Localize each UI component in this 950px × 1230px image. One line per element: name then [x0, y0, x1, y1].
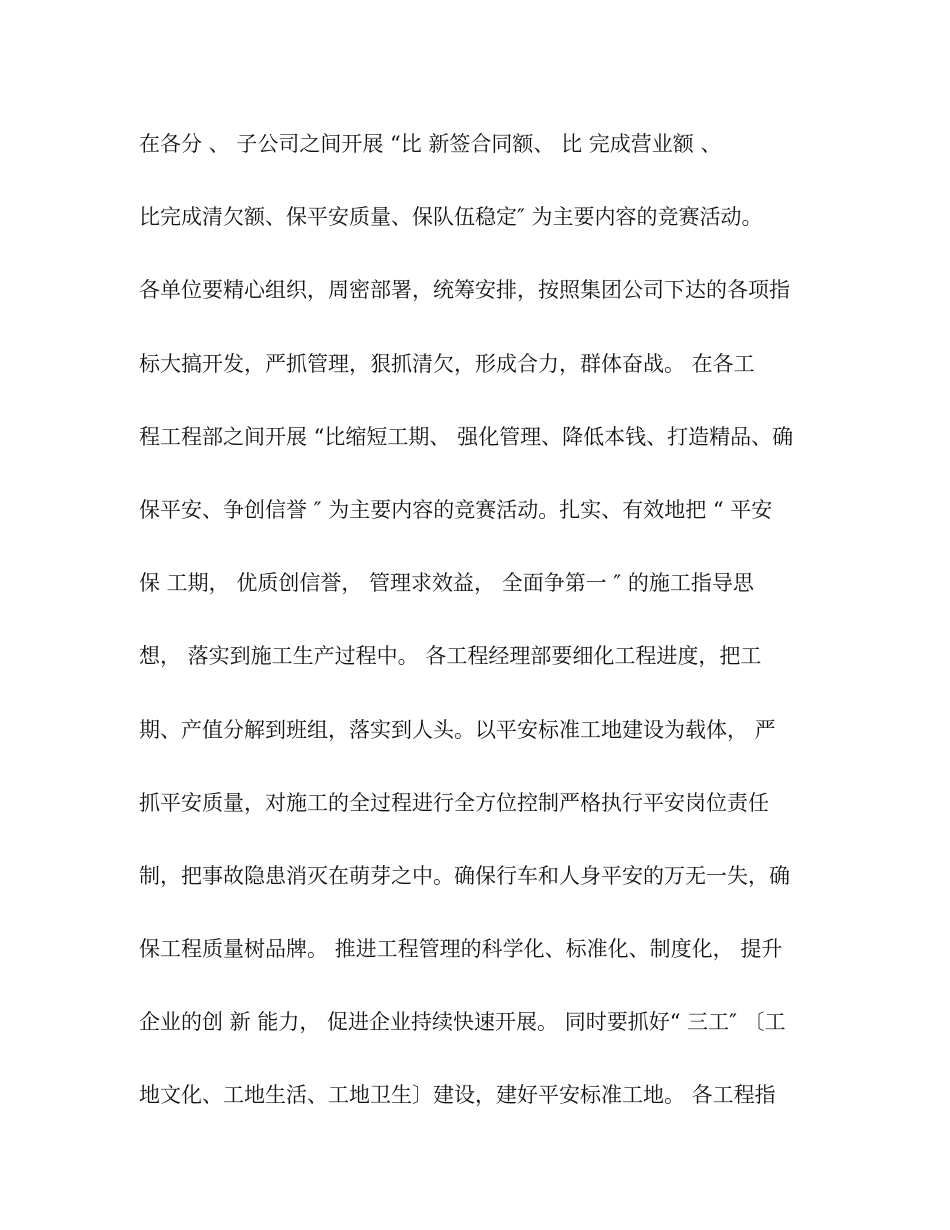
text-line-7: 保 工期， 优质创信誉， 管理求效益， 全面争第一 ″ 的施工指导思: [139, 571, 754, 596]
text-line-10: 抓平安质量，对施工的全过程进行全方位控制严格执行平安岗位责任: [139, 790, 769, 815]
text-line-11: 制，把事故隐患消灭在萌芽之中。确保行车和人身平安的万无一失，确: [139, 863, 790, 888]
text-line-3: 各单位要精心组织，周密部署，统筹安排，按照集团公司下达的各项指: [139, 278, 790, 303]
text-line-6: 保平安、争创信誉 ″ 为主要内容的竞赛活动。扎实、有效地把 “ 平安: [139, 497, 773, 522]
text-line-12: 保工程质量树品牌。 推进工程管理的科学化、标准化、制度化， 提升: [139, 937, 783, 962]
text-line-14: 地文化、工地生活、工地卫生〕建设，建好平安标准工地。 各工程指: [139, 1083, 776, 1108]
text-line-1: 在各分 、 子公司之间开展 “比 新签合同额、 比 完成营业额 、: [139, 132, 722, 156]
body-text: [139, 122, 829, 1147]
text-line-2: 比完成清欠额、保平安质量、保队伍稳定″ 为主要内容的竞赛活动。: [139, 205, 763, 230]
text-line-8: 想， 落实到施工生产过程中。 各工程经理部要细化工程进度，把工: [139, 644, 762, 669]
text-line-5: 程工程部之间开展 “比缩短工期、 强化管理、降低本钱、打造精品、确: [139, 424, 794, 449]
text-line-9: 期、产值分解到班组，落实到人头。以平安标准工地建设为载体， 严: [139, 717, 776, 742]
text-line-13: 企业的创 新 能力， 促进企业持续快速开展。 同时要抓好“ 三工″ 〔工: [139, 1010, 786, 1035]
text-line-4: 标大搞开发，严抓管理，狠抓清欠，形成合力，群体奋战。 在各工: [139, 351, 755, 376]
